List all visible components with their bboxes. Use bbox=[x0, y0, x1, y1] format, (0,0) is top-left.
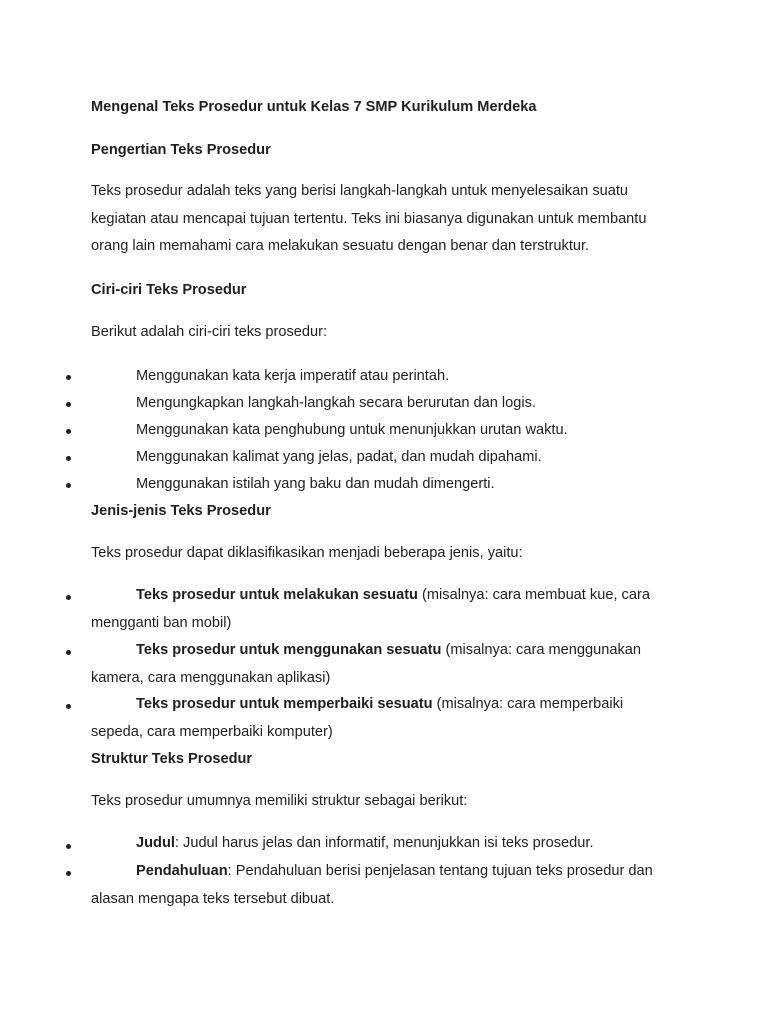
section-intro-jenis: Teks prosedur dapat diklasifikasikan menjadi beberapa jenis, yaitu: bbox=[91, 545, 523, 561]
list-item-struktur bbox=[91, 858, 691, 913]
list-item-ciri: Menggunakan kata kerja imperatif atau perintah. bbox=[136, 368, 450, 384]
list-item-continuation: kamera, cara menggunakan aplikasi) bbox=[91, 669, 331, 686]
list-item-text: (misalnya: cara membuat kue, cara bbox=[417, 587, 650, 603]
section-heading-ciri: Ciri-ciri Teks Prosedur bbox=[91, 282, 247, 298]
document-title: Mengenal Teks Prosedur untuk Kelas 7 SMP Kurikulum Merdeka bbox=[91, 99, 537, 115]
list-item-text: (misalnya: cara menggunakan bbox=[441, 642, 642, 658]
list-item-text: : Judul harus jelas dan informatif, menunjukkan isi teks prosedur. bbox=[174, 835, 594, 851]
list-item-bold: Teks prosedur untuk memperbaiki sesuatu bbox=[136, 696, 433, 712]
list-item-bold: Teks prosedur untuk menggunakan sesuatu bbox=[136, 642, 442, 658]
list-item-continuation: sepeda, cara memperbaiki komputer) bbox=[91, 723, 333, 740]
list-item-ciri: Menggunakan istilah yang baku dan mudah dimengerti. bbox=[136, 476, 495, 492]
section-intro-struktur: Teks prosedur umumnya memiliki struktur sebagai berikut: bbox=[91, 793, 468, 809]
paragraph-pengertian bbox=[91, 178, 681, 261]
list-item-struktur bbox=[91, 830, 691, 858]
list-item-text: : Pendahuluan berisi penjelasan tentang tujuan teks prosedur dan bbox=[227, 863, 653, 879]
paragraph-line: kegiatan atau mencapai tujuan tertentu. Teks ini biasanya digunakan untuk membantu bbox=[91, 210, 647, 227]
list-item-continuation: mengganti ban mobil) bbox=[91, 614, 232, 631]
list-item-bold: Teks prosedur untuk melakukan sesuatu bbox=[136, 587, 418, 603]
section-intro-ciri: Berikut adalah ciri-ciri teks prosedur: bbox=[91, 324, 328, 340]
paragraph-line: orang lain memahami cara melakukan sesuatu dengan benar dan terstruktur. bbox=[91, 238, 590, 254]
list-item-bold: Pendahuluan bbox=[136, 863, 228, 879]
list-item-text: (misalnya: cara memperbaiki bbox=[432, 696, 624, 712]
paragraph-line: Teks prosedur adalah teks yang berisi langkah-langkah untuk menyelesaikan suatu bbox=[91, 183, 629, 199]
list-item-bold: Judul bbox=[136, 835, 175, 851]
list-item-jenis bbox=[91, 691, 691, 746]
list-item-ciri: Menggunakan kalimat yang jelas, padat, dan mudah dipahami. bbox=[136, 449, 542, 465]
section-heading-struktur: Struktur Teks Prosedur bbox=[91, 751, 253, 767]
list-item-ciri: Menggunakan kata penghubung untuk menunjukkan urutan waktu. bbox=[136, 422, 568, 438]
section-heading-pengertian: Pengertian Teks Prosedur bbox=[91, 142, 271, 158]
list-item-jenis bbox=[91, 582, 691, 637]
list-item-jenis bbox=[91, 637, 691, 692]
section-heading-jenis: Jenis-jenis Teks Prosedur bbox=[91, 503, 271, 519]
list-item-ciri: Mengungkapkan langkah-langkah secara berurutan dan logis. bbox=[136, 395, 536, 411]
list-item-continuation: alasan mengapa teks tersebut dibuat. bbox=[91, 890, 335, 907]
